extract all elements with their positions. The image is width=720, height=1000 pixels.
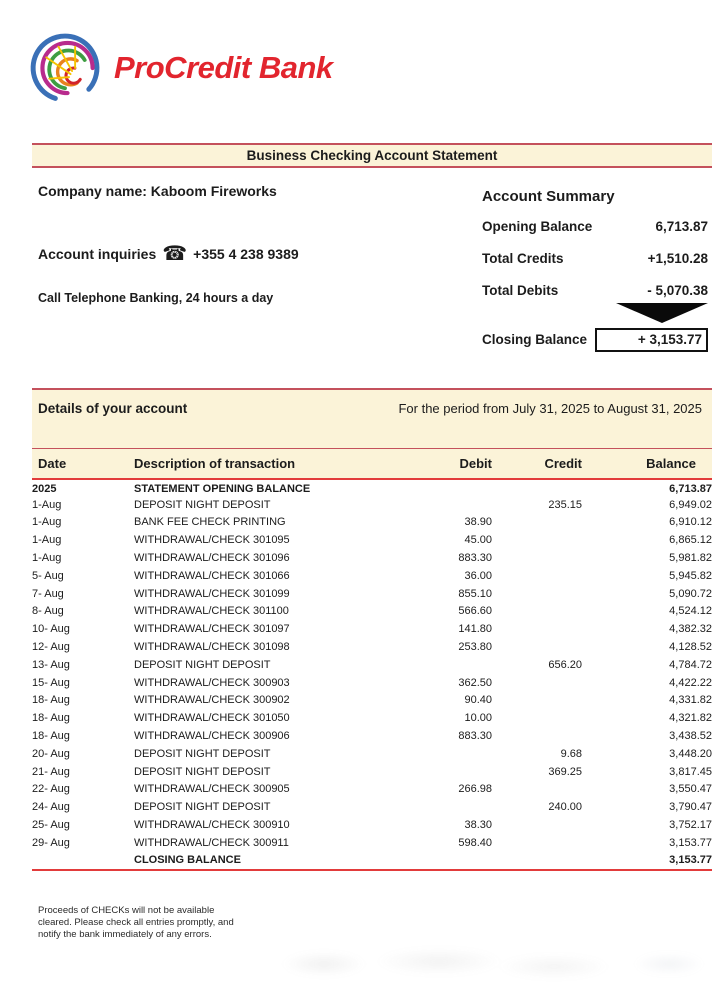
cell-debit: 90.40 — [464, 694, 492, 707]
details-band — [32, 388, 712, 448]
cell-balance: 6,713.87 — [669, 483, 712, 496]
summary-value: 6,713.87 — [655, 219, 708, 234]
cell-credit — [492, 692, 582, 710]
col-header-date: Date — [38, 455, 67, 471]
footer-line: notify the bank immediately of any errors. — [38, 929, 212, 940]
cell-description: WITHDRAWAL/CHECK 300903 — [134, 676, 290, 689]
statement-title: Business Checking Account Statement — [32, 143, 712, 168]
cell-balance: 4,128.52 — [669, 641, 712, 654]
cell-debit: 598.40 — [458, 836, 492, 849]
account-inquiries — [38, 243, 299, 265]
table-row — [32, 763, 712, 781]
cell-date: 7- Aug — [32, 587, 64, 600]
cell-date: 2025 — [32, 483, 57, 496]
transactions-header — [32, 449, 712, 479]
cell-balance: 5,090.72 — [669, 587, 712, 600]
details-title: Details of your account — [38, 401, 188, 416]
cell-debit — [402, 852, 492, 870]
cell-date: 22- Aug — [32, 783, 70, 796]
cell-debit: 266.98 — [458, 783, 492, 796]
cell-balance: 4,331.82 — [669, 694, 712, 707]
cell-credit — [492, 781, 582, 799]
cell-description: DEPOSIT NIGHT DEPOSIT — [134, 658, 271, 671]
cell-debit — [402, 496, 492, 514]
phone-icon: ☎ — [162, 243, 188, 265]
table-row — [32, 852, 712, 870]
procredit-globe-icon — [28, 30, 104, 106]
cell-debit: 10.00 — [464, 712, 492, 725]
cell-description: WITHDRAWAL/CHECK 300911 — [134, 836, 289, 849]
account-summary-title: Account Summary — [482, 188, 615, 205]
cell-balance: 3,550.47 — [669, 783, 712, 796]
table-row — [32, 799, 712, 817]
cell-debit — [402, 745, 492, 763]
table-row — [32, 532, 712, 550]
cell-debit — [402, 479, 492, 497]
table-row — [32, 692, 712, 710]
cell-description: WITHDRAWAL/CHECK 301098 — [134, 641, 290, 654]
cell-debit: 855.10 — [458, 587, 492, 600]
cell-description: WITHDRAWAL/CHECK 300905 — [134, 783, 290, 796]
cell-description: WITHDRAWAL/CHECK 300902 — [134, 694, 290, 707]
cell-date: 8- Aug — [32, 605, 64, 618]
cell-debit: 36.00 — [464, 569, 492, 582]
cell-credit: 656.20 — [548, 658, 582, 671]
cell-balance: 3,817.45 — [669, 765, 712, 778]
cell-date: 1-Aug — [32, 552, 62, 565]
table-row — [32, 728, 712, 746]
cell-description: WITHDRAWAL/CHECK 301099 — [134, 587, 290, 600]
table-row — [32, 834, 712, 852]
cell-debit: 38.30 — [464, 819, 492, 832]
cell-date: 10- Aug — [32, 623, 70, 636]
cell-credit — [492, 639, 582, 657]
table-row — [32, 621, 712, 639]
table-row — [32, 567, 712, 585]
summary-value: +1,510.28 — [647, 251, 708, 266]
table-row — [32, 479, 712, 497]
cell-description: DEPOSIT NIGHT DEPOSIT — [134, 801, 271, 814]
cell-date: 5- Aug — [32, 569, 64, 582]
cell-description: WITHDRAWAL/CHECK 301096 — [134, 552, 290, 565]
table-row — [32, 674, 712, 692]
table-row — [32, 550, 712, 568]
cell-date: 1-Aug — [32, 534, 62, 547]
cell-description: WITHDRAWAL/CHECK 301066 — [134, 569, 290, 582]
cell-debit — [402, 656, 492, 674]
cell-balance: 4,382.32 — [669, 623, 712, 636]
telephone-banking-note: Call Telephone Banking, 24 hours a day — [38, 291, 274, 305]
cell-description: CLOSING BALANCE — [134, 854, 241, 867]
cell-debit: 883.30 — [458, 552, 492, 565]
cell-debit: 141.80 — [458, 623, 492, 636]
cell-date: 29- Aug — [32, 836, 70, 849]
table-row — [32, 710, 712, 728]
cell-debit: 38.90 — [464, 516, 492, 529]
cell-date: 15- Aug — [32, 676, 70, 689]
cell-date: 18- Aug — [32, 712, 70, 725]
cell-description: WITHDRAWAL/CHECK 301050 — [134, 712, 290, 725]
table-row — [32, 514, 712, 532]
cell-date: 20- Aug — [32, 747, 70, 760]
cell-credit — [492, 603, 582, 621]
summary-label: Total Credits — [482, 251, 564, 266]
cell-date: 18- Aug — [32, 730, 70, 743]
summary-label: Opening Balance — [482, 219, 593, 234]
bank-name: ProCredit Bank — [114, 50, 333, 85]
cell-description: WITHDRAWAL/CHECK 301095 — [134, 534, 290, 547]
col-header-debit: Debit — [459, 455, 492, 471]
col-header-credit: Credit — [544, 455, 582, 471]
cell-debit: 45.00 — [464, 534, 492, 547]
table-row — [32, 585, 712, 603]
cell-credit — [492, 674, 582, 692]
cell-description: WITHDRAWAL/CHECK 301100 — [134, 605, 289, 618]
summary-label: Total Debits — [482, 283, 559, 298]
summary-value: - 5,070.38 — [647, 283, 708, 298]
cell-credit — [492, 852, 582, 870]
cell-credit — [492, 621, 582, 639]
cell-balance: 4,524.12 — [669, 605, 712, 618]
cell-credit — [492, 728, 582, 746]
cell-description: DEPOSIT NIGHT DEPOSIT — [134, 765, 271, 778]
cell-date: 12- Aug — [32, 641, 70, 654]
table-row — [32, 817, 712, 835]
table-row — [32, 656, 712, 674]
cell-credit: 235.15 — [548, 498, 582, 511]
closing-balance-label: Closing Balance — [482, 332, 588, 347]
cell-description: WITHDRAWAL/CHECK 300910 — [134, 819, 290, 832]
cell-description: WITHDRAWAL/CHECK 301097 — [134, 623, 290, 636]
table-row — [32, 639, 712, 657]
table-row — [32, 603, 712, 621]
down-arrow-icon — [616, 303, 708, 323]
summary-row-opening — [482, 219, 708, 234]
cell-balance: 3,153.77 — [669, 854, 712, 867]
cell-debit — [402, 799, 492, 817]
faded-watermark-smudge — [255, 938, 715, 990]
cell-debit: 253.80 — [458, 641, 492, 654]
cell-debit — [402, 763, 492, 781]
cell-credit — [492, 567, 582, 585]
transactions-table — [32, 448, 712, 871]
cell-credit — [492, 532, 582, 550]
cell-date: 25- Aug — [32, 819, 70, 832]
cell-balance: 6,910.12 — [669, 516, 712, 529]
bank-logo — [28, 30, 333, 106]
footer-disclaimer — [38, 905, 234, 941]
cell-debit: 362.50 — [458, 676, 492, 689]
cell-balance: 3,153.77 — [669, 836, 712, 849]
cell-balance: 3,752.17 — [669, 819, 712, 832]
statement-period: For the period from July 31, 2025 to August 31, 2025 — [398, 401, 702, 416]
cell-description: STATEMENT OPENING BALANCE — [134, 483, 311, 496]
cell-date: 24- Aug — [32, 801, 70, 814]
cell-description: BANK FEE CHECK PRINTING — [134, 516, 286, 529]
cell-balance: 3,448.20 — [669, 747, 712, 760]
cell-credit: 369.25 — [548, 765, 582, 778]
cell-date: 13- Aug — [32, 658, 70, 671]
cell-balance: 6,865.12 — [669, 534, 712, 547]
cell-date: 21- Aug — [32, 765, 70, 778]
cell-balance: 3,438.52 — [669, 730, 712, 743]
cell-balance: 4,321.82 — [669, 712, 712, 725]
footer-line: cleared. Please check all entries promptly, and — [38, 917, 234, 928]
cell-date — [32, 852, 134, 870]
summary-row-credits — [482, 251, 708, 266]
cell-credit — [492, 817, 582, 835]
table-row — [32, 496, 712, 514]
cell-credit — [492, 479, 582, 497]
cell-debit: 883.30 — [458, 730, 492, 743]
closing-balance-value: + 3,153.77 — [595, 328, 708, 352]
cell-balance: 5,981.82 — [669, 552, 712, 565]
table-row — [32, 745, 712, 763]
account-inquiries-phone: +355 4 238 9389 — [193, 246, 299, 262]
company-name: Company name: Kaboom Fireworks — [38, 183, 277, 199]
table-row — [32, 781, 712, 799]
col-header-description: Description of transaction — [134, 455, 296, 471]
cell-balance: 4,784.72 — [669, 658, 712, 671]
cell-balance: 4,422.22 — [669, 676, 712, 689]
cell-credit: 240.00 — [548, 801, 582, 814]
cell-credit — [492, 514, 582, 532]
cell-description: DEPOSIT NIGHT DEPOSIT — [134, 747, 271, 760]
cell-balance: 3,790.47 — [669, 801, 712, 814]
footer-line: Proceeds of CHECKs will not be available — [38, 905, 215, 916]
cell-description: WITHDRAWAL/CHECK 300906 — [134, 730, 290, 743]
cell-credit — [492, 585, 582, 603]
account-inquiries-label: Account inquiries — [38, 246, 157, 262]
cell-balance: 6,949.02 — [669, 498, 712, 511]
cell-credit — [492, 550, 582, 568]
cell-description: DEPOSIT NIGHT DEPOSIT — [134, 498, 271, 511]
cell-credit — [492, 710, 582, 728]
cell-date: 1-Aug — [32, 498, 62, 511]
cell-balance: 5,945.82 — [669, 569, 712, 582]
cell-debit: 566.60 — [458, 605, 492, 618]
transactions-body — [32, 479, 712, 871]
cell-date: 1-Aug — [32, 516, 62, 529]
summary-row-debits — [482, 283, 708, 298]
col-header-balance: Balance — [646, 455, 696, 471]
cell-date: 18- Aug — [32, 694, 70, 707]
cell-credit: 9.68 — [560, 747, 582, 760]
cell-credit — [492, 834, 582, 852]
